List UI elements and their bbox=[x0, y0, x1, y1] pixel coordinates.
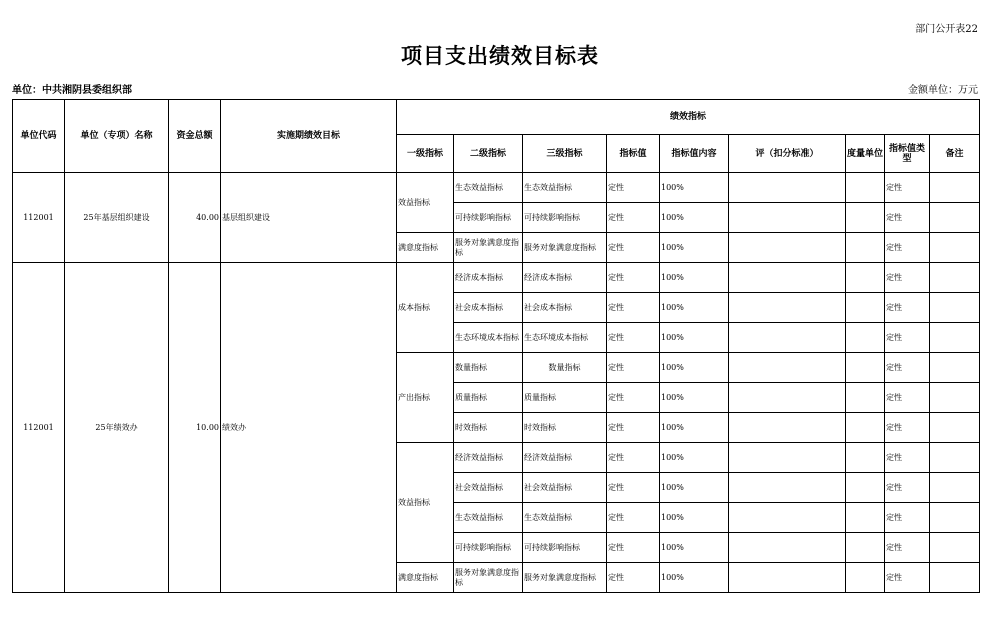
table-row bbox=[13, 173, 980, 203]
remark-cell bbox=[930, 203, 980, 233]
header-level1: 一级指标 bbox=[397, 135, 454, 173]
unit-label: 单位：中共湘阴县委组织部 bbox=[12, 85, 132, 96]
unit-code-cell: 112001 bbox=[13, 173, 65, 263]
funds-cell: 40.00 bbox=[169, 173, 221, 263]
content-cell: 100% bbox=[660, 293, 729, 323]
level3-cell: 社会成本指标 bbox=[523, 293, 607, 323]
funds-cell: 10.00 bbox=[169, 263, 221, 593]
page-title: 项目支出绩效目标表 bbox=[401, 44, 599, 68]
value-cell: 定性 bbox=[607, 203, 660, 233]
value-type-cell: 定性 bbox=[885, 383, 930, 413]
level2-cell: 时效指标 bbox=[454, 413, 523, 443]
target-cell: 绩效办 bbox=[221, 263, 397, 593]
level1-cell: 效益指标 bbox=[397, 173, 454, 233]
header-unit-name: 单位（专项）名称 bbox=[65, 100, 169, 173]
measure-unit-cell bbox=[846, 353, 885, 383]
value-type-cell: 定性 bbox=[885, 293, 930, 323]
value-cell: 定性 bbox=[607, 473, 660, 503]
target-cell: 基层组织建设 bbox=[221, 173, 397, 263]
level3-cell: 社会效益指标 bbox=[523, 473, 607, 503]
header-remark: 备注 bbox=[930, 135, 980, 173]
measure-unit-cell bbox=[846, 563, 885, 593]
level3-cell: 可持续影响指标 bbox=[523, 533, 607, 563]
header-unit-code: 单位代码 bbox=[13, 100, 65, 173]
scoring-cell bbox=[729, 563, 846, 593]
measure-unit-cell bbox=[846, 533, 885, 563]
level2-cell: 服务对象满意度指标 bbox=[454, 563, 523, 593]
content-cell: 100% bbox=[660, 233, 729, 263]
measure-unit-cell bbox=[846, 443, 885, 473]
form-code: 部门公开表22 bbox=[915, 24, 978, 35]
level3-cell: 服务对象满意度指标 bbox=[523, 233, 607, 263]
level1-cell: 满意度指标 bbox=[397, 563, 454, 593]
unit-name-cell: 25年绩效办 bbox=[65, 263, 169, 593]
value-cell: 定性 bbox=[607, 323, 660, 353]
remark-cell bbox=[930, 353, 980, 383]
scoring-cell bbox=[729, 353, 846, 383]
level2-cell: 经济成本指标 bbox=[454, 263, 523, 293]
value-cell: 定性 bbox=[607, 353, 660, 383]
level2-cell: 质量指标 bbox=[454, 383, 523, 413]
measure-unit-cell bbox=[846, 323, 885, 353]
value-cell: 定性 bbox=[607, 443, 660, 473]
value-type-cell: 定性 bbox=[885, 323, 930, 353]
level2-cell: 生态环境成本指标 bbox=[454, 323, 523, 353]
value-cell: 定性 bbox=[607, 263, 660, 293]
content-cell: 100% bbox=[660, 563, 729, 593]
scoring-cell bbox=[729, 473, 846, 503]
remark-cell bbox=[930, 323, 980, 353]
content-cell: 100% bbox=[660, 383, 729, 413]
content-cell: 100% bbox=[660, 533, 729, 563]
level3-cell: 生态效益指标 bbox=[523, 173, 607, 203]
scoring-cell bbox=[729, 503, 846, 533]
header-content: 指标值内容 bbox=[660, 135, 729, 173]
remark-cell bbox=[930, 383, 980, 413]
header-value-type: 指标值类型 bbox=[885, 135, 930, 173]
scoring-cell bbox=[729, 413, 846, 443]
remark-cell bbox=[930, 413, 980, 443]
scoring-cell bbox=[729, 263, 846, 293]
value-type-cell: 定性 bbox=[885, 233, 930, 263]
content-cell: 100% bbox=[660, 323, 729, 353]
scoring-cell bbox=[729, 323, 846, 353]
content-cell: 100% bbox=[660, 203, 729, 233]
level3-cell: 可持续影响指标 bbox=[523, 203, 607, 233]
scoring-cell bbox=[729, 533, 846, 563]
remark-cell bbox=[930, 233, 980, 263]
level1-cell: 产出指标 bbox=[397, 353, 454, 443]
value-type-cell: 定性 bbox=[885, 203, 930, 233]
value-cell: 定性 bbox=[607, 533, 660, 563]
remark-cell bbox=[930, 533, 980, 563]
value-cell: 定性 bbox=[607, 293, 660, 323]
measure-unit-cell bbox=[846, 263, 885, 293]
content-cell: 100% bbox=[660, 413, 729, 443]
value-type-cell: 定性 bbox=[885, 533, 930, 563]
measure-unit-cell bbox=[846, 383, 885, 413]
measure-unit-cell bbox=[846, 293, 885, 323]
value-type-cell: 定性 bbox=[885, 263, 930, 293]
level2-cell: 服务对象满意度指标 bbox=[454, 233, 523, 263]
measure-unit-cell bbox=[846, 413, 885, 443]
value-cell: 定性 bbox=[607, 563, 660, 593]
value-type-cell: 定性 bbox=[885, 413, 930, 443]
header-perf-indicators: 绩效指标 bbox=[397, 100, 980, 135]
value-type-cell: 定性 bbox=[885, 443, 930, 473]
level2-cell: 数量指标 bbox=[454, 353, 523, 383]
header-scoring: 评（扣分标准） bbox=[729, 135, 846, 173]
table-body bbox=[13, 173, 980, 593]
level3-cell: 质量指标 bbox=[523, 383, 607, 413]
table-row bbox=[13, 263, 980, 293]
value-cell: 定性 bbox=[607, 413, 660, 443]
measure-unit-cell bbox=[846, 173, 885, 203]
level3-cell: 时效指标 bbox=[523, 413, 607, 443]
level3-cell: 经济成本指标 bbox=[523, 263, 607, 293]
level1-cell: 成本指标 bbox=[397, 263, 454, 353]
content-cell: 100% bbox=[660, 173, 729, 203]
header-level3: 三级指标 bbox=[523, 135, 607, 173]
value-cell: 定性 bbox=[607, 233, 660, 263]
scoring-cell bbox=[729, 203, 846, 233]
value-type-cell: 定性 bbox=[885, 473, 930, 503]
level2-cell: 经济效益指标 bbox=[454, 443, 523, 473]
scoring-cell bbox=[729, 233, 846, 263]
level3-cell: 经济效益指标 bbox=[523, 443, 607, 473]
level3-cell: 生态环境成本指标 bbox=[523, 323, 607, 353]
scoring-cell bbox=[729, 383, 846, 413]
value-type-cell: 定性 bbox=[885, 503, 930, 533]
level2-cell: 社会效益指标 bbox=[454, 473, 523, 503]
unit-name-cell: 25年基层组织建设 bbox=[65, 173, 169, 263]
level3-cell: 服务对象满意度指标 bbox=[523, 563, 607, 593]
money-unit-label: 金额单位：万元 bbox=[908, 85, 978, 96]
remark-cell bbox=[930, 263, 980, 293]
header-target: 实施期绩效目标 bbox=[221, 100, 397, 173]
level1-cell: 效益指标 bbox=[397, 443, 454, 563]
value-cell: 定性 bbox=[607, 383, 660, 413]
measure-unit-cell bbox=[846, 473, 885, 503]
remark-cell bbox=[930, 503, 980, 533]
scoring-cell bbox=[729, 173, 846, 203]
measure-unit-cell bbox=[846, 503, 885, 533]
performance-table bbox=[12, 99, 980, 593]
scoring-cell bbox=[729, 293, 846, 323]
remark-cell bbox=[930, 293, 980, 323]
level2-cell: 可持续影响指标 bbox=[454, 533, 523, 563]
content-cell: 100% bbox=[660, 353, 729, 383]
remark-cell bbox=[930, 473, 980, 503]
content-cell: 100% bbox=[660, 503, 729, 533]
value-type-cell: 定性 bbox=[885, 173, 930, 203]
content-cell: 100% bbox=[660, 263, 729, 293]
level3-cell: 数量指标 bbox=[523, 353, 607, 383]
content-cell: 100% bbox=[660, 443, 729, 473]
unit-code-cell: 112001 bbox=[13, 263, 65, 593]
level1-cell: 满意度指标 bbox=[397, 233, 454, 263]
value-type-cell: 定性 bbox=[885, 563, 930, 593]
level2-cell: 生态效益指标 bbox=[454, 173, 523, 203]
value-cell: 定性 bbox=[607, 173, 660, 203]
value-type-cell: 定性 bbox=[885, 353, 930, 383]
scoring-cell bbox=[729, 443, 846, 473]
remark-cell bbox=[930, 173, 980, 203]
content-cell: 100% bbox=[660, 473, 729, 503]
header-level2: 二级指标 bbox=[454, 135, 523, 173]
header-value: 指标值 bbox=[607, 135, 660, 173]
level2-cell: 生态效益指标 bbox=[454, 503, 523, 533]
measure-unit-cell bbox=[846, 233, 885, 263]
measure-unit-cell bbox=[846, 203, 885, 233]
remark-cell bbox=[930, 443, 980, 473]
header-total-funds: 资金总额 bbox=[169, 100, 221, 173]
level2-cell: 社会成本指标 bbox=[454, 293, 523, 323]
header-measure-unit: 度量单位 bbox=[846, 135, 885, 173]
value-cell: 定性 bbox=[607, 503, 660, 533]
level2-cell: 可持续影响指标 bbox=[454, 203, 523, 233]
level3-cell: 生态效益指标 bbox=[523, 503, 607, 533]
remark-cell bbox=[930, 563, 980, 593]
